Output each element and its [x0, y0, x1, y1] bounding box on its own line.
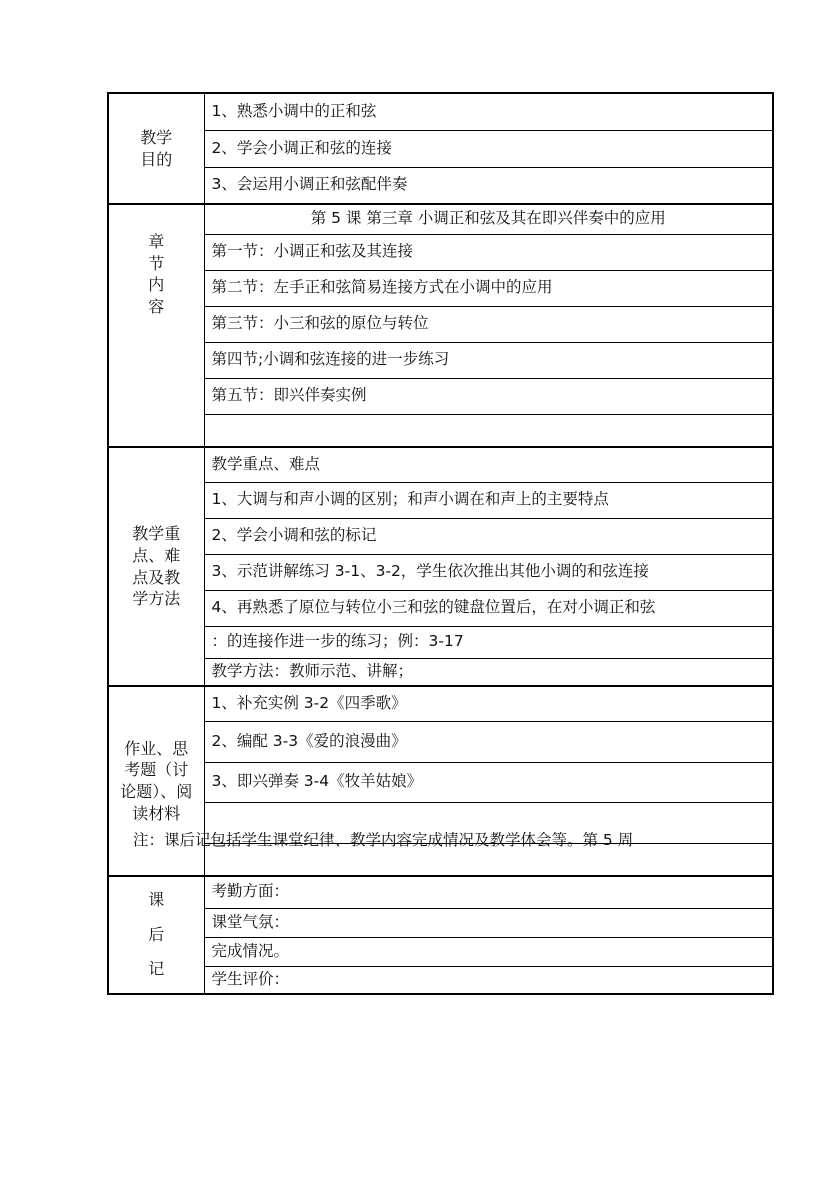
lesson-plan-table [107, 92, 774, 995]
homework-item: 1、补充实例 3-2《四季歌》 [204, 686, 773, 721]
homework-item: 2、编配 3-3《爱的浪漫曲》 [204, 721, 773, 762]
footnote: 注：课后记包括学生课堂纪律、教学内容完成情况及教学体会等。第 5 周 [133, 831, 634, 849]
chapter-item: 第五节：即兴伴奏实例 [204, 378, 773, 414]
keypoint-item: 1、大调与和声小调的区别；和声小调在和声上的主要特点 [204, 482, 773, 518]
chapter-item: 第三节：小三和弦的原位与转位 [204, 306, 773, 342]
chapter-item: 第二节：左手正和弦简易连接方式在小调中的应用 [204, 270, 773, 306]
homework-item: 3、即兴弹奏 3-4《牧羊姑娘》 [204, 762, 773, 802]
afterclass-item: 考勤方面： [204, 876, 773, 908]
keypoint-item: 3、示范讲解练习 3-1、3-2，学生依次推出其他小调的和弦连接 [204, 554, 773, 590]
objectives-label: 教学 目的 [108, 93, 204, 204]
chapter-item [204, 414, 773, 447]
chapter-item: 第一节：小调正和弦及其连接 [204, 234, 773, 270]
homework-label: 作业、思 考题（讨 论题）、阅 读材料 [108, 686, 204, 876]
chapter-item: 第四节;小调和弦连接的进一步练习 [204, 342, 773, 378]
objective-item: 1、熟悉小调中的正和弦 [204, 93, 773, 130]
afterclass-label: 课 后 记 [108, 876, 204, 994]
afterclass-item: 完成情况。 [204, 937, 773, 966]
keypoint-item: 4、再熟悉了原位与转位小三和弦的键盘位置后，在对小调正和弦 [204, 590, 773, 626]
chapter-title: 第 5 课 第三章 小调正和弦及其在即兴伴奏中的应用 [204, 204, 773, 234]
chapter-label: 章 节 内 容 [108, 204, 204, 447]
objective-item: 2、学会小调正和弦的连接 [204, 130, 773, 167]
afterclass-item: 学生评价： [204, 966, 773, 994]
keypoints-label: 教学重 点、难 点及教 学方法 [108, 447, 204, 686]
keypoint-item: 2、学会小调和弦的标记 [204, 518, 773, 554]
afterclass-item: 课堂气氛： [204, 908, 773, 937]
keypoint-item: ：的连接作进一步的练习；例：3-17 [204, 626, 773, 658]
keypoint-item: 教学重点、难点 [204, 447, 773, 482]
keypoint-item: 教学方法：教师示范、讲解； [204, 658, 773, 686]
objective-item: 3、会运用小调正和弦配伴奏 [204, 167, 773, 204]
